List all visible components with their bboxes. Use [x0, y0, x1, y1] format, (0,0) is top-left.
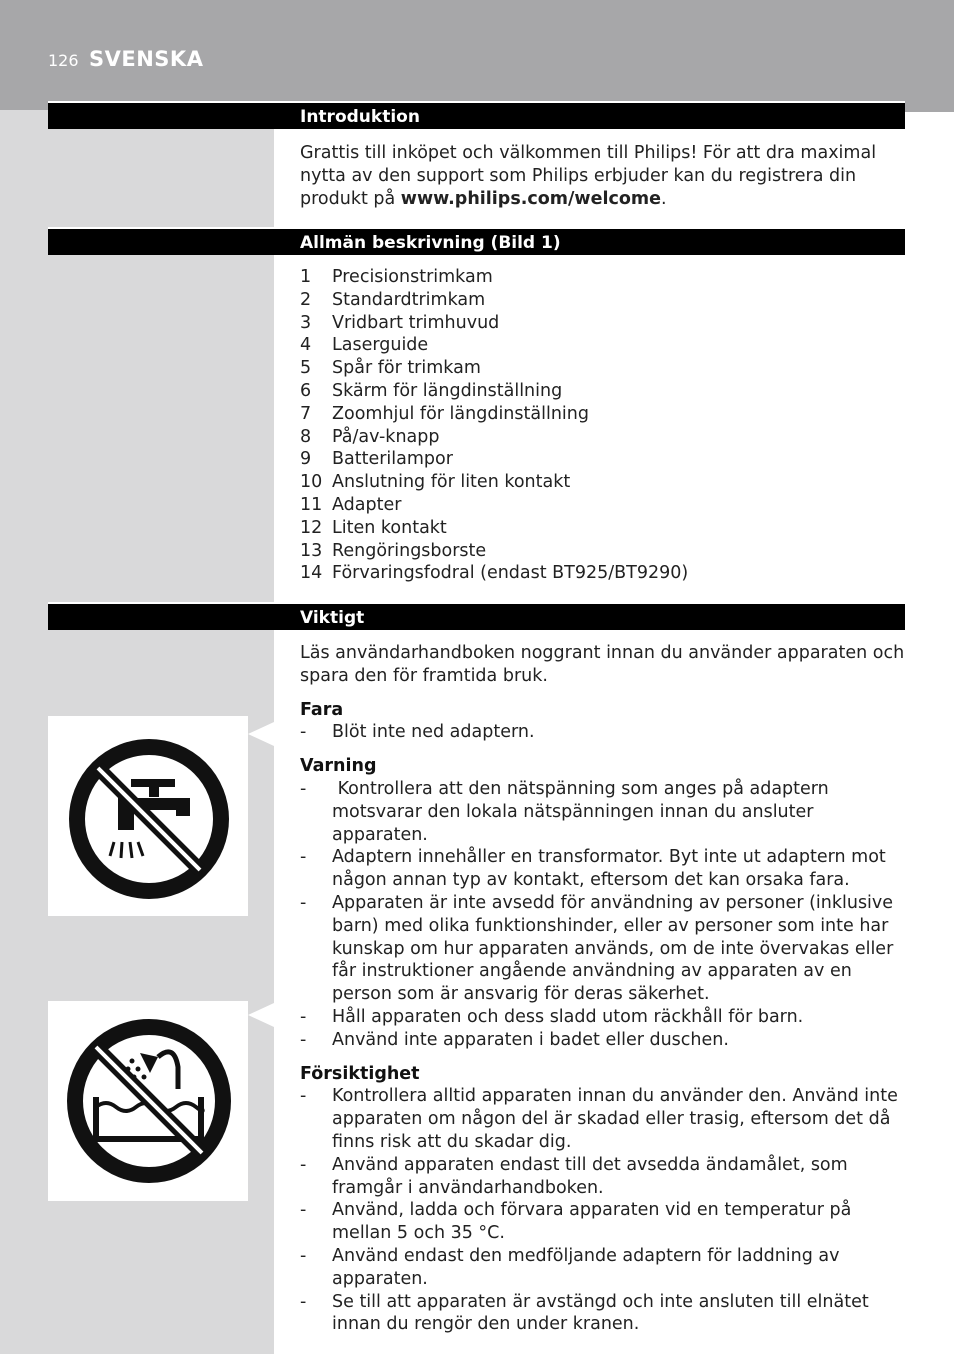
no-bath-shower-icon: [48, 1001, 248, 1201]
list-item: 8 På/av-knapp: [300, 426, 440, 447]
list-item: 1 Precisionstrimkam: [300, 267, 493, 287]
warning-list: [300, 778, 905, 1052]
no-bath-shower-icon-box: [48, 1001, 248, 1201]
list-item: 4 Laserguide: [300, 335, 429, 356]
list-item: - Håll apparaten och dess sladd utom räckhåll för barn.: [300, 1006, 804, 1027]
no-water-tap-icon-box: [48, 716, 248, 916]
list-item: - Kontrollera att den nätspänning som anges på adaptern motsvarar den lokala nätspänningen innan du ansluter apparaten.: [300, 778, 835, 845]
list-item: - Använd, ladda och förvara apparaten vid en temperatur på mellan 5 och 35 °C.: [300, 1200, 852, 1244]
caution-list: [300, 1085, 905, 1336]
list-item: 13 Rengöringsborste: [300, 540, 487, 561]
list-item: - Adaptern innehåller en transformator. Byt inte ut adaptern mot någon annan typ av kontakt, eftersom det kan orsaka fara.: [300, 847, 886, 891]
important-intro: Läs användarhandboken noggrant innan du använder apparaten och spara den för framtida bruk.: [300, 643, 905, 686]
no-water-tap-icon: [48, 716, 248, 916]
list-item: 7 Zoomhjul för längdinställning: [300, 403, 589, 424]
section-heading: Viktigt: [300, 608, 365, 628]
list-item: - Se till att apparaten är avstängd och inte ansluten till elnätet innan du rengör den under kranen.: [300, 1291, 869, 1335]
caution-heading: Försiktighet: [300, 1063, 420, 1084]
page-number: 126: [48, 51, 79, 70]
list-item: 9 Batterilampor: [300, 449, 453, 470]
language-title: SVENSKA: [89, 47, 204, 71]
section-heading: Allmän beskrivning (Bild 1): [300, 233, 561, 253]
danger-heading: Fara: [300, 699, 344, 720]
danger-list: [300, 721, 905, 744]
section-heading: Introduktion: [300, 107, 420, 127]
list-item: - Använd apparaten endast till det avsedda ändamålet, som framgår i användarhandboken.: [300, 1154, 848, 1198]
list-item: - Blöt inte ned adaptern.: [300, 722, 535, 743]
list-item: 6 Skärm för längdinställning: [300, 380, 563, 401]
list-item: 2 Standardtrimkam: [300, 289, 486, 310]
list-item: 10 Anslutning för liten kontakt: [300, 472, 571, 493]
list-item: 12 Liten kontakt: [300, 517, 447, 538]
list-item: 3 Vridbart trimhuvud: [300, 312, 500, 333]
list-item: 5 Spår för trimkam: [300, 358, 481, 379]
warning-heading: Varning: [300, 756, 377, 777]
icon-pointer: [248, 722, 274, 746]
header-edge: [905, 100, 954, 112]
icon-pointer: [248, 1003, 274, 1027]
section-bar-overview: [48, 227, 905, 255]
section-bar-important: [48, 602, 905, 630]
important-content: [300, 642, 905, 1336]
list-item: - Använd inte apparaten i badet eller duschen.: [300, 1029, 729, 1050]
welcome-link[interactable]: www.philips.com/welcome: [400, 188, 661, 209]
intro-text: Grattis till inköpet och välkommen till Philips! För att dra maximal nytta av den support som Philips erbjuder kan du registrera din produkt på: [300, 143, 877, 209]
section-bar-introduction: [48, 101, 905, 129]
list-item: - Kontrollera alltid apparaten innan du använder den. Använd inte apparaten om någon del är skadad eller trasig, eftersom det då finns risk att du skadar dig.: [300, 1086, 898, 1152]
parts-list: [300, 266, 905, 585]
list-item: 14 Förvaringsfodral (endast BT925/BT9290): [300, 563, 689, 584]
list-item: 11 Adapter: [300, 494, 402, 515]
intro-paragraph: [300, 142, 905, 210]
intro-end: .: [660, 188, 667, 209]
list-item: - Använd endast den medföljande adaptern för laddning av apparaten.: [300, 1245, 840, 1289]
list-item: - Apparaten är inte avsedd för användning av personer (inklusive barn) med olika funktionshinder, eller av personer som inte har kunskap om hur apparaten används, om de inte övervakas eller får instruktioner angående användning av apparaten av en person som är ansvarig för deras säkerhet.: [300, 892, 894, 1005]
